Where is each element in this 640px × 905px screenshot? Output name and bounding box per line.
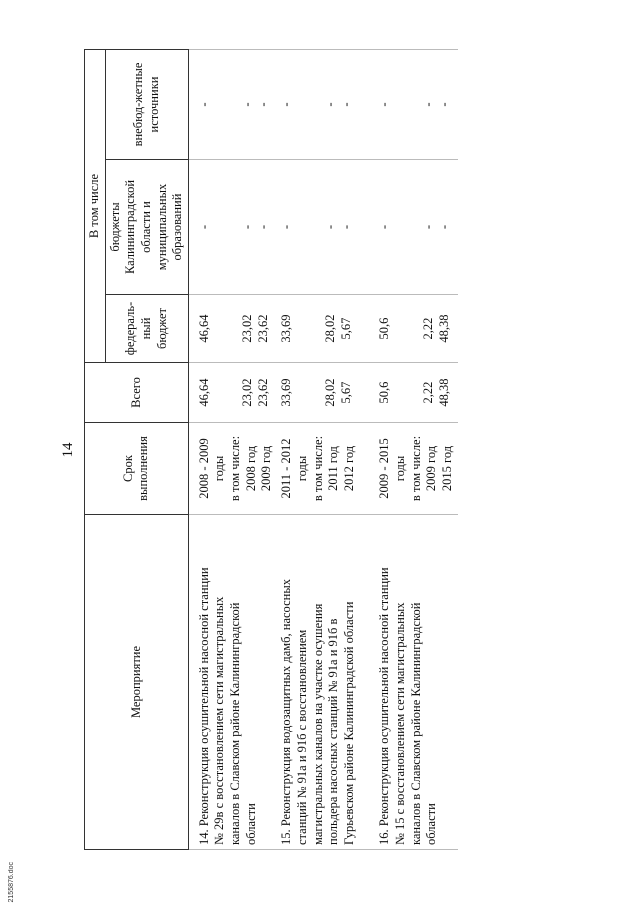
cell-line <box>393 163 407 291</box>
cell-line: 46,64 <box>196 378 211 407</box>
cell-line: каналов в Славском районе Калининградской <box>408 602 423 845</box>
cell-line <box>407 53 421 156</box>
page-number: 14 <box>60 442 76 458</box>
cell-line: в том числе: <box>408 435 423 502</box>
cell-total <box>277 363 375 423</box>
cell-line: № 15 с восстановлением сети магистральных <box>393 602 407 845</box>
cell-line <box>407 366 421 419</box>
cell-line: 14. Реконструкция осушительной насосной станции <box>196 567 211 845</box>
cell-line: 2012 год <box>341 445 356 492</box>
cell-extra <box>375 49 458 159</box>
cell-line <box>212 163 226 291</box>
cell-regional <box>277 160 375 295</box>
cell-line: - <box>196 224 211 230</box>
cell-line: - <box>377 102 392 107</box>
cell-line: 23,62 <box>256 314 270 343</box>
cell-line: каналов в Славском районе Калининградской <box>228 602 242 845</box>
cell-line: 23,02 <box>240 378 255 407</box>
cell-line: 48,38 <box>436 378 451 407</box>
cell-line: - <box>196 102 211 107</box>
cell-line: 46,64 <box>196 314 211 343</box>
cell-line: 2,22 <box>421 381 435 404</box>
rotated-content <box>58 50 478 850</box>
cell-line: 2008 - 2009 <box>196 438 211 499</box>
cell-line <box>309 53 323 156</box>
cell-line: - <box>322 224 337 230</box>
cell-line <box>393 53 407 156</box>
cell-line: 23,02 <box>240 314 255 343</box>
cell-term <box>375 423 458 515</box>
cell-line <box>226 366 240 419</box>
footer-code: 2155876.doc <box>8 862 15 903</box>
cell-line: - <box>421 224 435 230</box>
cell-federal <box>375 295 458 363</box>
cell-term <box>188 423 277 515</box>
cell-line: 50,6 <box>377 317 392 340</box>
cell-line: польдера насосных станций № 91а и 91б в <box>326 618 341 845</box>
cell-federal <box>188 295 277 363</box>
header-regional: бюджеты Калининградской области и муниципальных образований <box>105 160 188 295</box>
cell-line: в том числе: <box>310 435 325 502</box>
cell-measure <box>277 515 375 850</box>
cell-line <box>295 163 309 291</box>
cell-line: годы <box>212 455 227 482</box>
cell-line: - <box>240 224 255 230</box>
cell-line: Гурьевском районе Калининградской области <box>341 601 356 845</box>
cell-line <box>393 298 407 359</box>
cell-line: области <box>424 803 439 845</box>
header-measure: Мероприятие <box>85 515 189 850</box>
cell-line <box>295 53 309 156</box>
cell-line: - <box>338 224 353 230</box>
table-row <box>277 49 375 849</box>
cell-line: 15. Реконструкция водозащитных дамб, насосных <box>279 579 294 845</box>
cell-extra <box>188 49 277 159</box>
cell-line <box>295 298 309 359</box>
cell-line: 2015 год <box>439 445 454 492</box>
cell-line <box>212 366 226 419</box>
cell-line: - <box>240 102 255 107</box>
cell-line: 28,02 <box>322 378 337 407</box>
cell-line: магистральных каналов на участке осушения <box>310 603 325 845</box>
cell-line: 2009 год <box>259 445 274 492</box>
cell-line <box>226 163 240 291</box>
cell-line: - <box>256 224 270 230</box>
cell-line <box>295 366 309 419</box>
funding-table <box>84 49 458 850</box>
cell-line: в том числе: <box>228 435 242 502</box>
cell-line <box>212 298 226 359</box>
header-term: Срок выполнения <box>85 423 189 515</box>
cell-total <box>188 363 277 423</box>
cell-line: - <box>279 224 294 230</box>
cell-line: 2,22 <box>421 317 435 340</box>
cell-line: - <box>436 224 451 230</box>
cell-line: 5,67 <box>338 317 353 340</box>
cell-regional <box>188 160 277 295</box>
header-total: Всего <box>85 363 189 423</box>
cell-line: 16. Реконструкция осушительной насосной станции <box>377 567 392 845</box>
cell-line <box>212 53 226 156</box>
cell-line: 33,69 <box>279 378 294 407</box>
cell-measure <box>375 515 458 850</box>
cell-line: 2008 год <box>243 445 258 492</box>
cell-line: 28,02 <box>322 314 337 343</box>
cell-line: № 29в с восстановлением сети магистральных <box>212 596 227 845</box>
cell-line: 2009 год <box>424 445 439 492</box>
cell-line <box>226 298 240 359</box>
cell-line: 50,6 <box>377 381 392 404</box>
cell-line: - <box>436 102 451 107</box>
cell-line: 33,69 <box>279 314 294 343</box>
cell-line <box>309 298 323 359</box>
cell-line <box>226 53 240 156</box>
cell-federal <box>277 295 375 363</box>
cell-line <box>407 298 421 359</box>
cell-line <box>309 366 323 419</box>
cell-line: годы <box>393 455 407 482</box>
header-federal: федераль-ный бюджет <box>105 295 188 363</box>
cell-line: 23,62 <box>256 378 270 407</box>
cell-regional <box>375 160 458 295</box>
cell-line: годы <box>294 455 309 482</box>
cell-term <box>277 423 375 515</box>
cell-line: - <box>322 102 337 107</box>
table-row <box>375 49 458 849</box>
cell-extra <box>277 49 375 159</box>
cell-line: - <box>256 102 270 107</box>
cell-line: 5,67 <box>338 381 353 404</box>
cell-line <box>393 366 407 419</box>
cell-line <box>309 163 323 291</box>
cell-line: - <box>377 224 392 230</box>
table-row <box>188 49 277 849</box>
cell-line <box>407 163 421 291</box>
table-body <box>188 49 458 849</box>
cell-line: области <box>243 803 258 845</box>
header-extrabudget: внебюд-жетные источники <box>105 49 188 159</box>
cell-line: - <box>338 102 353 107</box>
cell-line: - <box>421 102 435 107</box>
cell-line: 2009 - 2015 <box>377 438 392 499</box>
cell-line: 48,38 <box>436 314 451 343</box>
cell-line: станций № 91а и 91б с восстановлением <box>294 629 309 845</box>
cell-line: - <box>279 102 294 107</box>
cell-line: 2011 год <box>326 446 341 491</box>
cell-line: 2011 - 2012 <box>279 438 294 499</box>
cell-total <box>375 363 458 423</box>
cell-measure <box>188 515 277 850</box>
header-including: В том числе <box>85 49 106 362</box>
